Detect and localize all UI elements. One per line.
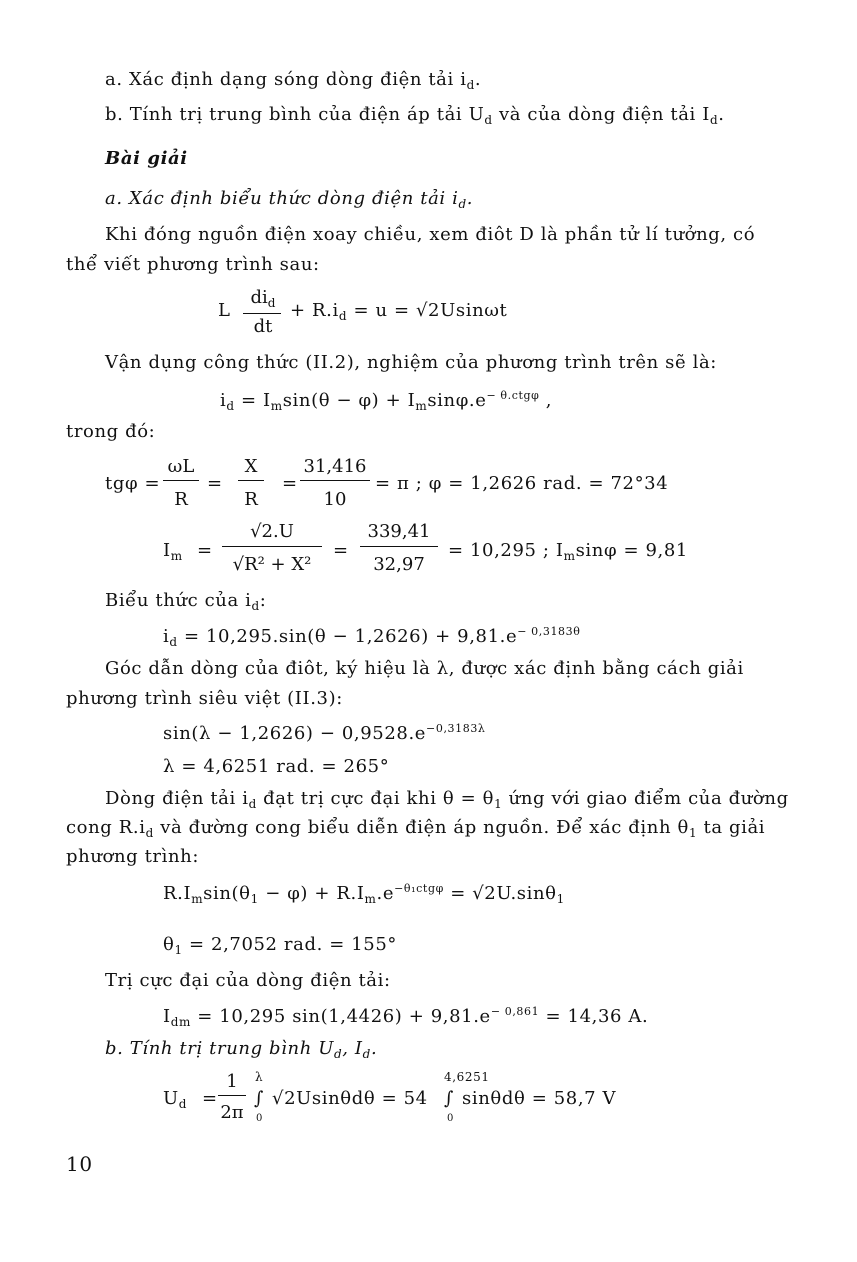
task-a: a. Xác định dạng sóng dòng điện tải $i_d$.	[105, 69, 482, 92]
part-b-heading: b. Tính trị trung bình $U_d$, $I_d$.	[105, 1038, 378, 1061]
paragraph-4-line-2: cong $R.i_d$ và đường cong biểu diễn điện áp nguồn. Để xác định $\theta_1$ ta giải	[66, 817, 766, 840]
task-b: b. Tính trị trung bình của điện áp tải $U_d$ và của dòng điện tải $I_d$.	[105, 104, 725, 127]
part-a-heading: a. Xác định biểu thức dòng điện tải $i_d$.	[105, 188, 474, 211]
trong-do: trong đó:	[66, 421, 156, 442]
paragraph-1-line-2: thể viết phương trình sau:	[66, 254, 320, 275]
paragraph-5: Trị cực đại của dòng điện tải:	[105, 970, 391, 991]
paragraph-1-line-1: Khi đóng nguồn điện xoay chiều, xem điôt D là phần tử lí tưởng, có	[105, 224, 756, 245]
equation-8: $I_{dm} = 10,295$ $\sin(1,4426) + 9,81.e^{- 0,861} = 14,36$ A.	[163, 1005, 649, 1029]
bieu-thuc-label: Biểu thức của $i_d$:	[105, 590, 267, 613]
equation-5: λ = 4,6251 rad. = 265°	[163, 756, 390, 777]
equation-2: $i_d = I_m\sin(\theta - \varphi) + I_m\sin\varphi.e^{- \theta.ctg\varphi}$ ,	[220, 389, 553, 413]
equation-7: $\theta_1 = 2,7052$ rad. = 155°	[163, 934, 397, 957]
solution-heading: Bài giải	[105, 148, 188, 169]
paragraph-2: Vận dụng công thức (II.2), nghiệm của phương trình trên sẽ là:	[105, 352, 717, 373]
equation-3: $i_d = 10,295.\sin(\theta - 1,2626) + 9,81.e^{- 0,3183\theta}$	[163, 625, 581, 649]
paragraph-4-line-1: Dòng điện tải $i_d$ đạt trị cực đại khi $\theta = \theta_1$ ứng với giao điểm của đường	[105, 788, 789, 811]
paragraph-3-line-2: phương trình siêu việt (II.3):	[66, 688, 343, 709]
equation-4: $\sin(\lambda - 1,2626) - 0,9528.e^{-0,3183\lambda}$	[163, 722, 486, 744]
equation-6: $R.I_m\sin(\theta_1 - \varphi) + R.I_m.e^{-\theta_1ctg\varphi} = √2U.\sin\theta_1$	[163, 882, 565, 906]
paragraph-4-line-3: phương trình:	[66, 846, 200, 867]
paragraph-3-line-1: Góc dẫn dòng của điôt, ký hiệu là λ, được xác định bằng cách giải	[105, 658, 744, 679]
page-number: 10	[66, 1152, 93, 1176]
